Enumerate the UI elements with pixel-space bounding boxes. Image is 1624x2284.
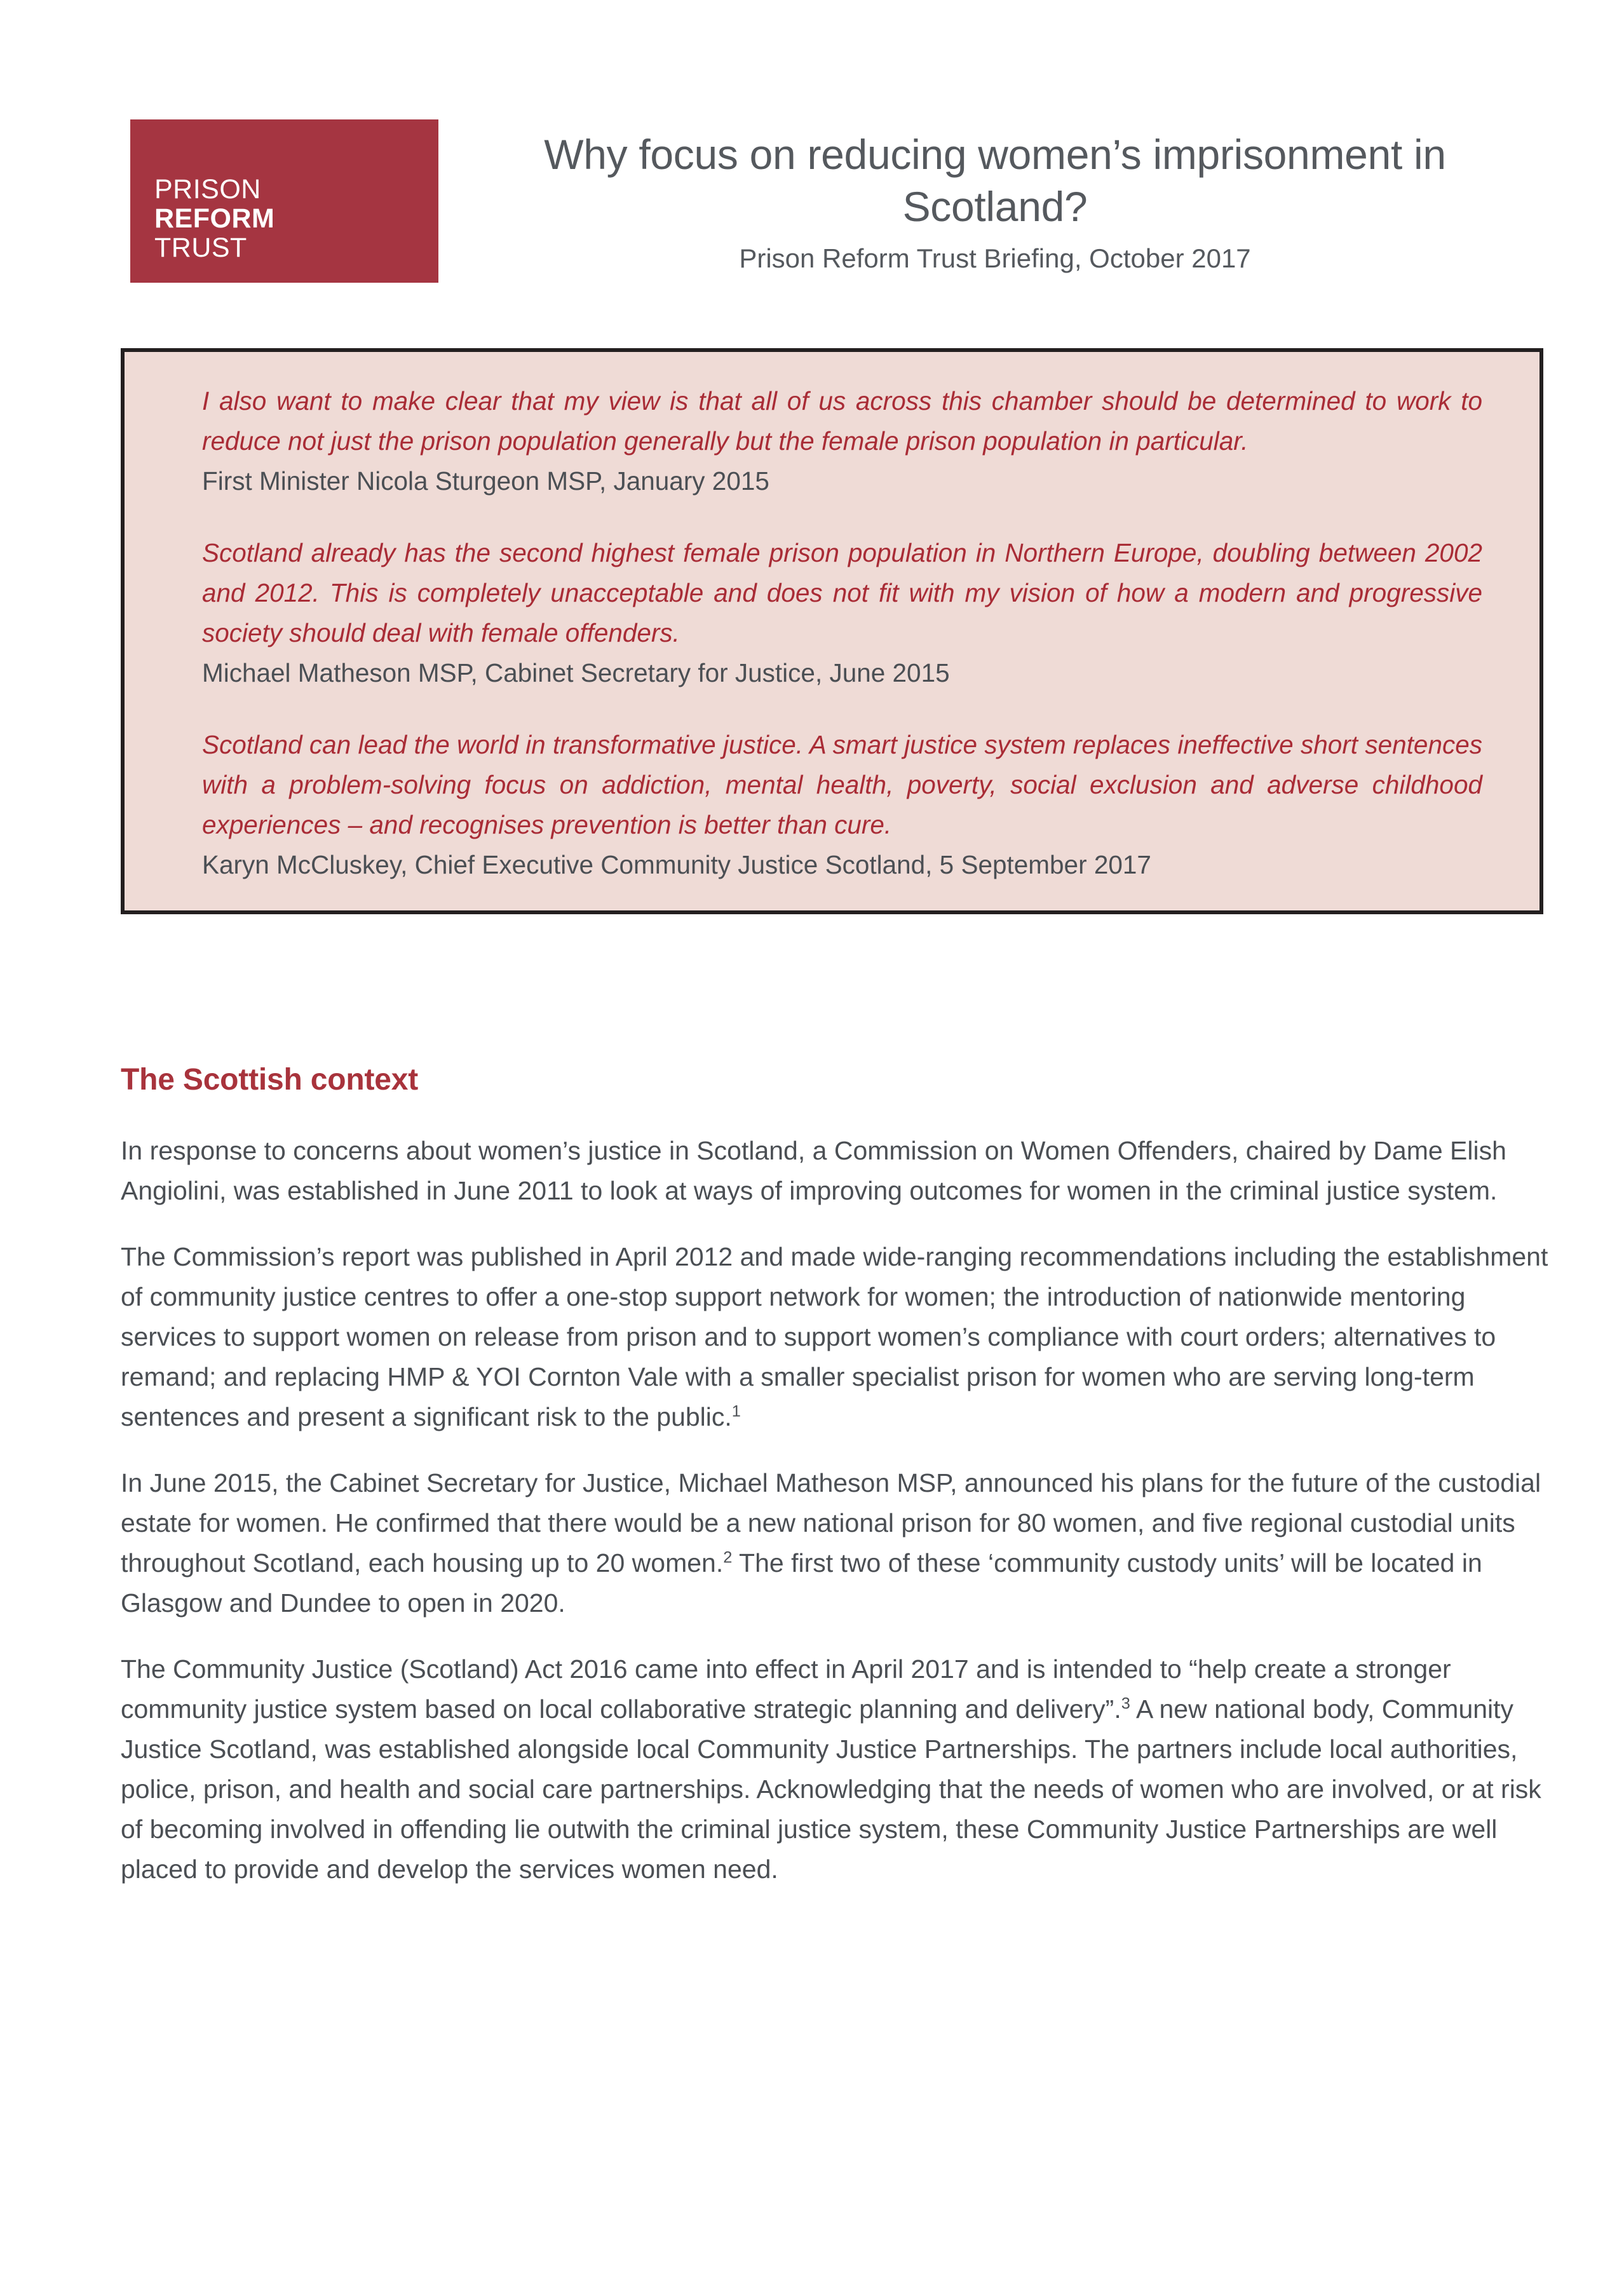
body-paragraph xyxy=(121,1463,1550,1623)
logo-line-trust: TRUST xyxy=(154,233,247,263)
quote-text: I also want to make clear that my view is that all of us across this chamber should be determined to work to reduce not just the prison population generally but the female prison population in particular. xyxy=(202,386,1482,456)
paragraph-text: In June 2015, the Cabinet Secretary for Justice, Michael Matheson MSP, announced his plans for the future of the custodial estate for women. He confirmed that there would be a new national prison for 80 women, and five regional custodial units throughout Scotland, each housing up to 20 women. xyxy=(121,1468,1541,1578)
body-paragraph xyxy=(121,1649,1550,1889)
quote-attribution: First Minister Nicola Sturgeon MSP, January 2015 xyxy=(202,466,769,496)
logo-line-reform: REFORM xyxy=(154,203,275,234)
document-header xyxy=(130,119,1543,291)
paragraph-text: The Community Justice (Scotland) Act 2016 came into effect in April 2017 and is intended to “help create a stronger community justice system based on local collaborative strategic planning and delivery”. xyxy=(121,1654,1451,1724)
paragraph-text: The Commission’s report was published in April 2012 and made wide-ranging recommendations including the establishment of community justice centres to offer a one-stop support network for women; the introduction of nationwide mentoring services to support women on release from prison and to support women’s compliance with court orders; alternatives to remand; and replacing HMP & YOI Cornton Vale with a smaller specialist prison for women who are serving long-term sentences and present a significant risk to the public. xyxy=(121,1242,1548,1431)
quote-text: Scotland can lead the world in transformative justice. A smart justice system replaces ineffective short sentences with a problem-solving focus on addiction, mental health, poverty, social exclusion and adverse childhood experiences – and recognises prevention is better than cure. xyxy=(202,730,1482,839)
page-subtitle: Prison Reform Trust Briefing, October 2017 xyxy=(739,243,1251,273)
pull-quote-box xyxy=(121,348,1543,914)
quote-group-2 xyxy=(202,533,1494,693)
quote-attribution: Karyn McCluskey, Chief Executive Community Justice Scotland, 5 September 2017 xyxy=(202,850,1151,879)
footnote-marker: 3 xyxy=(1121,1694,1130,1713)
title-block xyxy=(447,119,1543,276)
footnote-marker: 1 xyxy=(731,1402,741,1421)
quote-group-3 xyxy=(202,725,1494,885)
footnote-marker: 2 xyxy=(723,1548,733,1567)
section-heading: The Scottish context xyxy=(121,1063,419,1097)
paragraph-text-cont: A new national body, Community Justice Scotland, was established alongside local Community Justice Partnerships. The partners include local authorities, police, prison, and health and social care partnerships. Acknowledging that the needs of women who are involved, or at risk of becoming involved in offending lie outwith the criminal justice system, these Community Justice Partnerships are well placed to provide and develop the services women need. xyxy=(121,1694,1541,1884)
quote-attribution: Michael Matheson MSP, Cabinet Secretary for Justice, June 2015 xyxy=(202,658,950,687)
body-paragraph xyxy=(121,1131,1550,1211)
logo-line-prison: PRISON xyxy=(154,174,261,205)
quote-text: Scotland already has the second highest female prison population in Northern Europe, doubling between 2002 and 2012. This is completely unacceptable and does not fit with my vision of how a modern and progressive society should deal with female offenders. xyxy=(202,538,1482,647)
paragraph-text-cont: The first two of these ‘community custody units’ will be located in Glasgow and Dundee to open in 2020. xyxy=(121,1548,1482,1618)
page-title: Why focus on reducing women’s imprisonment in Scotland? xyxy=(544,131,1446,230)
paragraph-text: In response to concerns about women’s justice in Scotland, a Commission on Women Offenders, chaired by Dame Elish Angiolini, was established in June 2011 to look at ways of improving outcomes for women in the criminal justice system. xyxy=(121,1136,1506,1205)
body-paragraph xyxy=(121,1237,1550,1437)
main-content xyxy=(121,1062,1550,1889)
prison-reform-trust-logo xyxy=(130,119,438,283)
quote-group-1 xyxy=(202,381,1494,501)
